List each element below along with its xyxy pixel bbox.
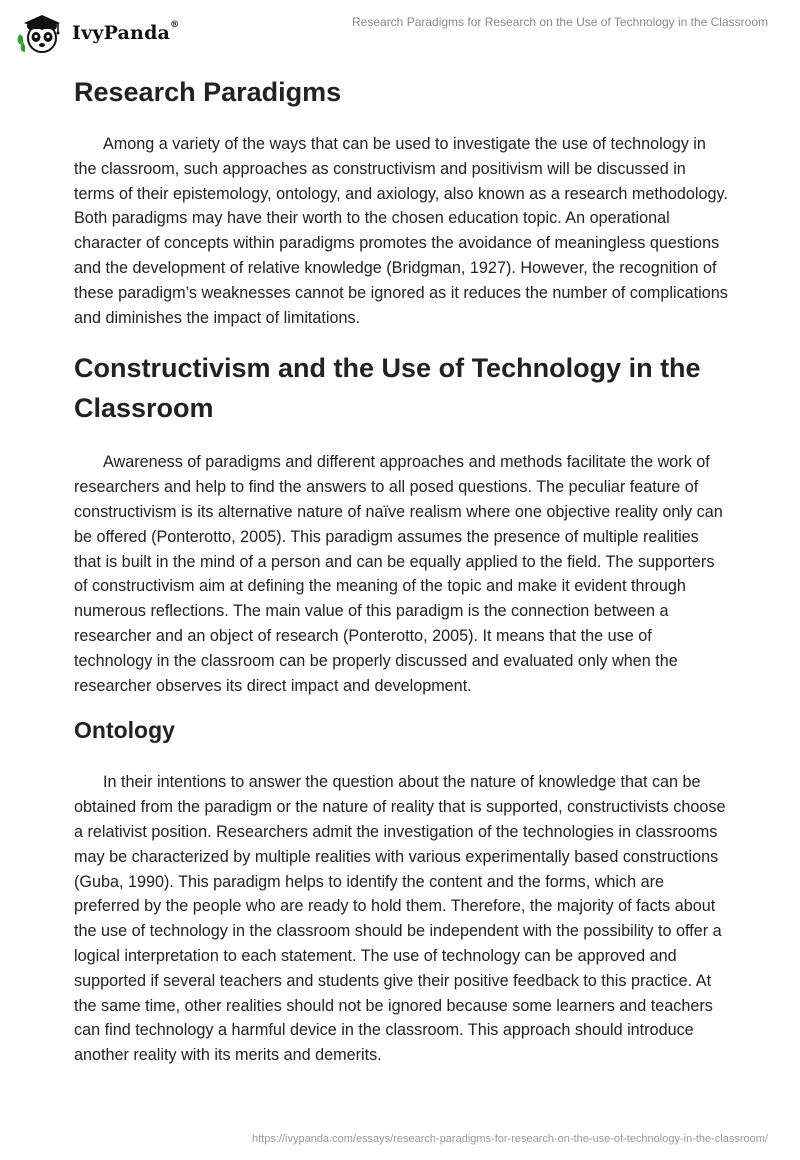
document-title: Research Paradigms for Research on the Use of Technology in the Classroom	[352, 15, 768, 29]
panda-graduation-cap-icon	[14, 10, 66, 56]
source-url[interactable]: https://ivypanda.com/essays/research-paradigms-for-research-on-the-use-of-technology-in-the-classroom/	[252, 1133, 768, 1145]
ivypanda-logo[interactable]	[14, 10, 179, 56]
paragraph-constructivism: Awareness of paradigms and different approaches and methods facilitate the work of researchers and help to find the answers to all posed questions. The peculiar feature of constructivism is its alternative nature of naïve realism where one objective reality only can be offered (Ponterotto, 2005). This paradigm assumes the presence of multiple realities that is built in the mind of a person and can be equally applied to the field. The supporters of constructivism aim at defining the meaning of the topic and make it evident through numerous reflections. The main value of this paradigm is the connection between a researcher and an object of research (Ponterotto, 2005). It means that the use of technology in the classroom can be properly discussed and evaluated only when the researcher observes its direct impact and development.	[74, 453, 723, 695]
section-heading-research-paradigms: Research Paradigms	[74, 77, 342, 107]
page-header	[0, 0, 800, 60]
section-heading-ontology: Ontology	[74, 717, 175, 744]
paragraph-research-paradigms: Among a variety of the ways that can be used to investigate the use of technology in the classroom, such approaches as constructivism and positivism will be discussed in terms of their epistemology, ontology, and axiology, also known as a research methodology. Both paradigms may have their worth to the chosen education topic. An operational character of concepts within paradigms promotes the avoidance of meaningless questions and the development of relative knowledge (Bridgman, 1927). However, the recognition of these paradigm’s weaknesses cannot be ignored as it reduces the number of complications and diminishes the impact of limitations.	[74, 135, 728, 327]
section-heading-constructivism: Constructivism and the Use of Technology in the Classroom	[74, 353, 701, 424]
article-body	[74, 72, 730, 1068]
logo-wordmark: IvyPanda®	[72, 20, 180, 44]
paragraph-ontology: In their intentions to answer the question about the nature of knowledge that can be obtained from the paradigm or the nature of reality that is supported, constructivists choose a relativist position. Researchers admit the investigation of the technologies in classrooms may be characterized by multiple realities with various experimentally based constructions (Guba, 1990). This paradigm helps to identify the content and the forms, which are preferred by the people who are ready to hold them. Therefore, the majority of facts about the use of technology in the classroom should be independent with the possibility to offer a logical interpretation to each statement. The use of technology can be approved and supported if several teachers and students give their positive feedback to this practice. At the same time, other realities should not be ignored because some learners and teachers can find technology a harmful device in the classroom. This approach should introduce another reality with its merits and demerits.	[74, 773, 726, 1065]
